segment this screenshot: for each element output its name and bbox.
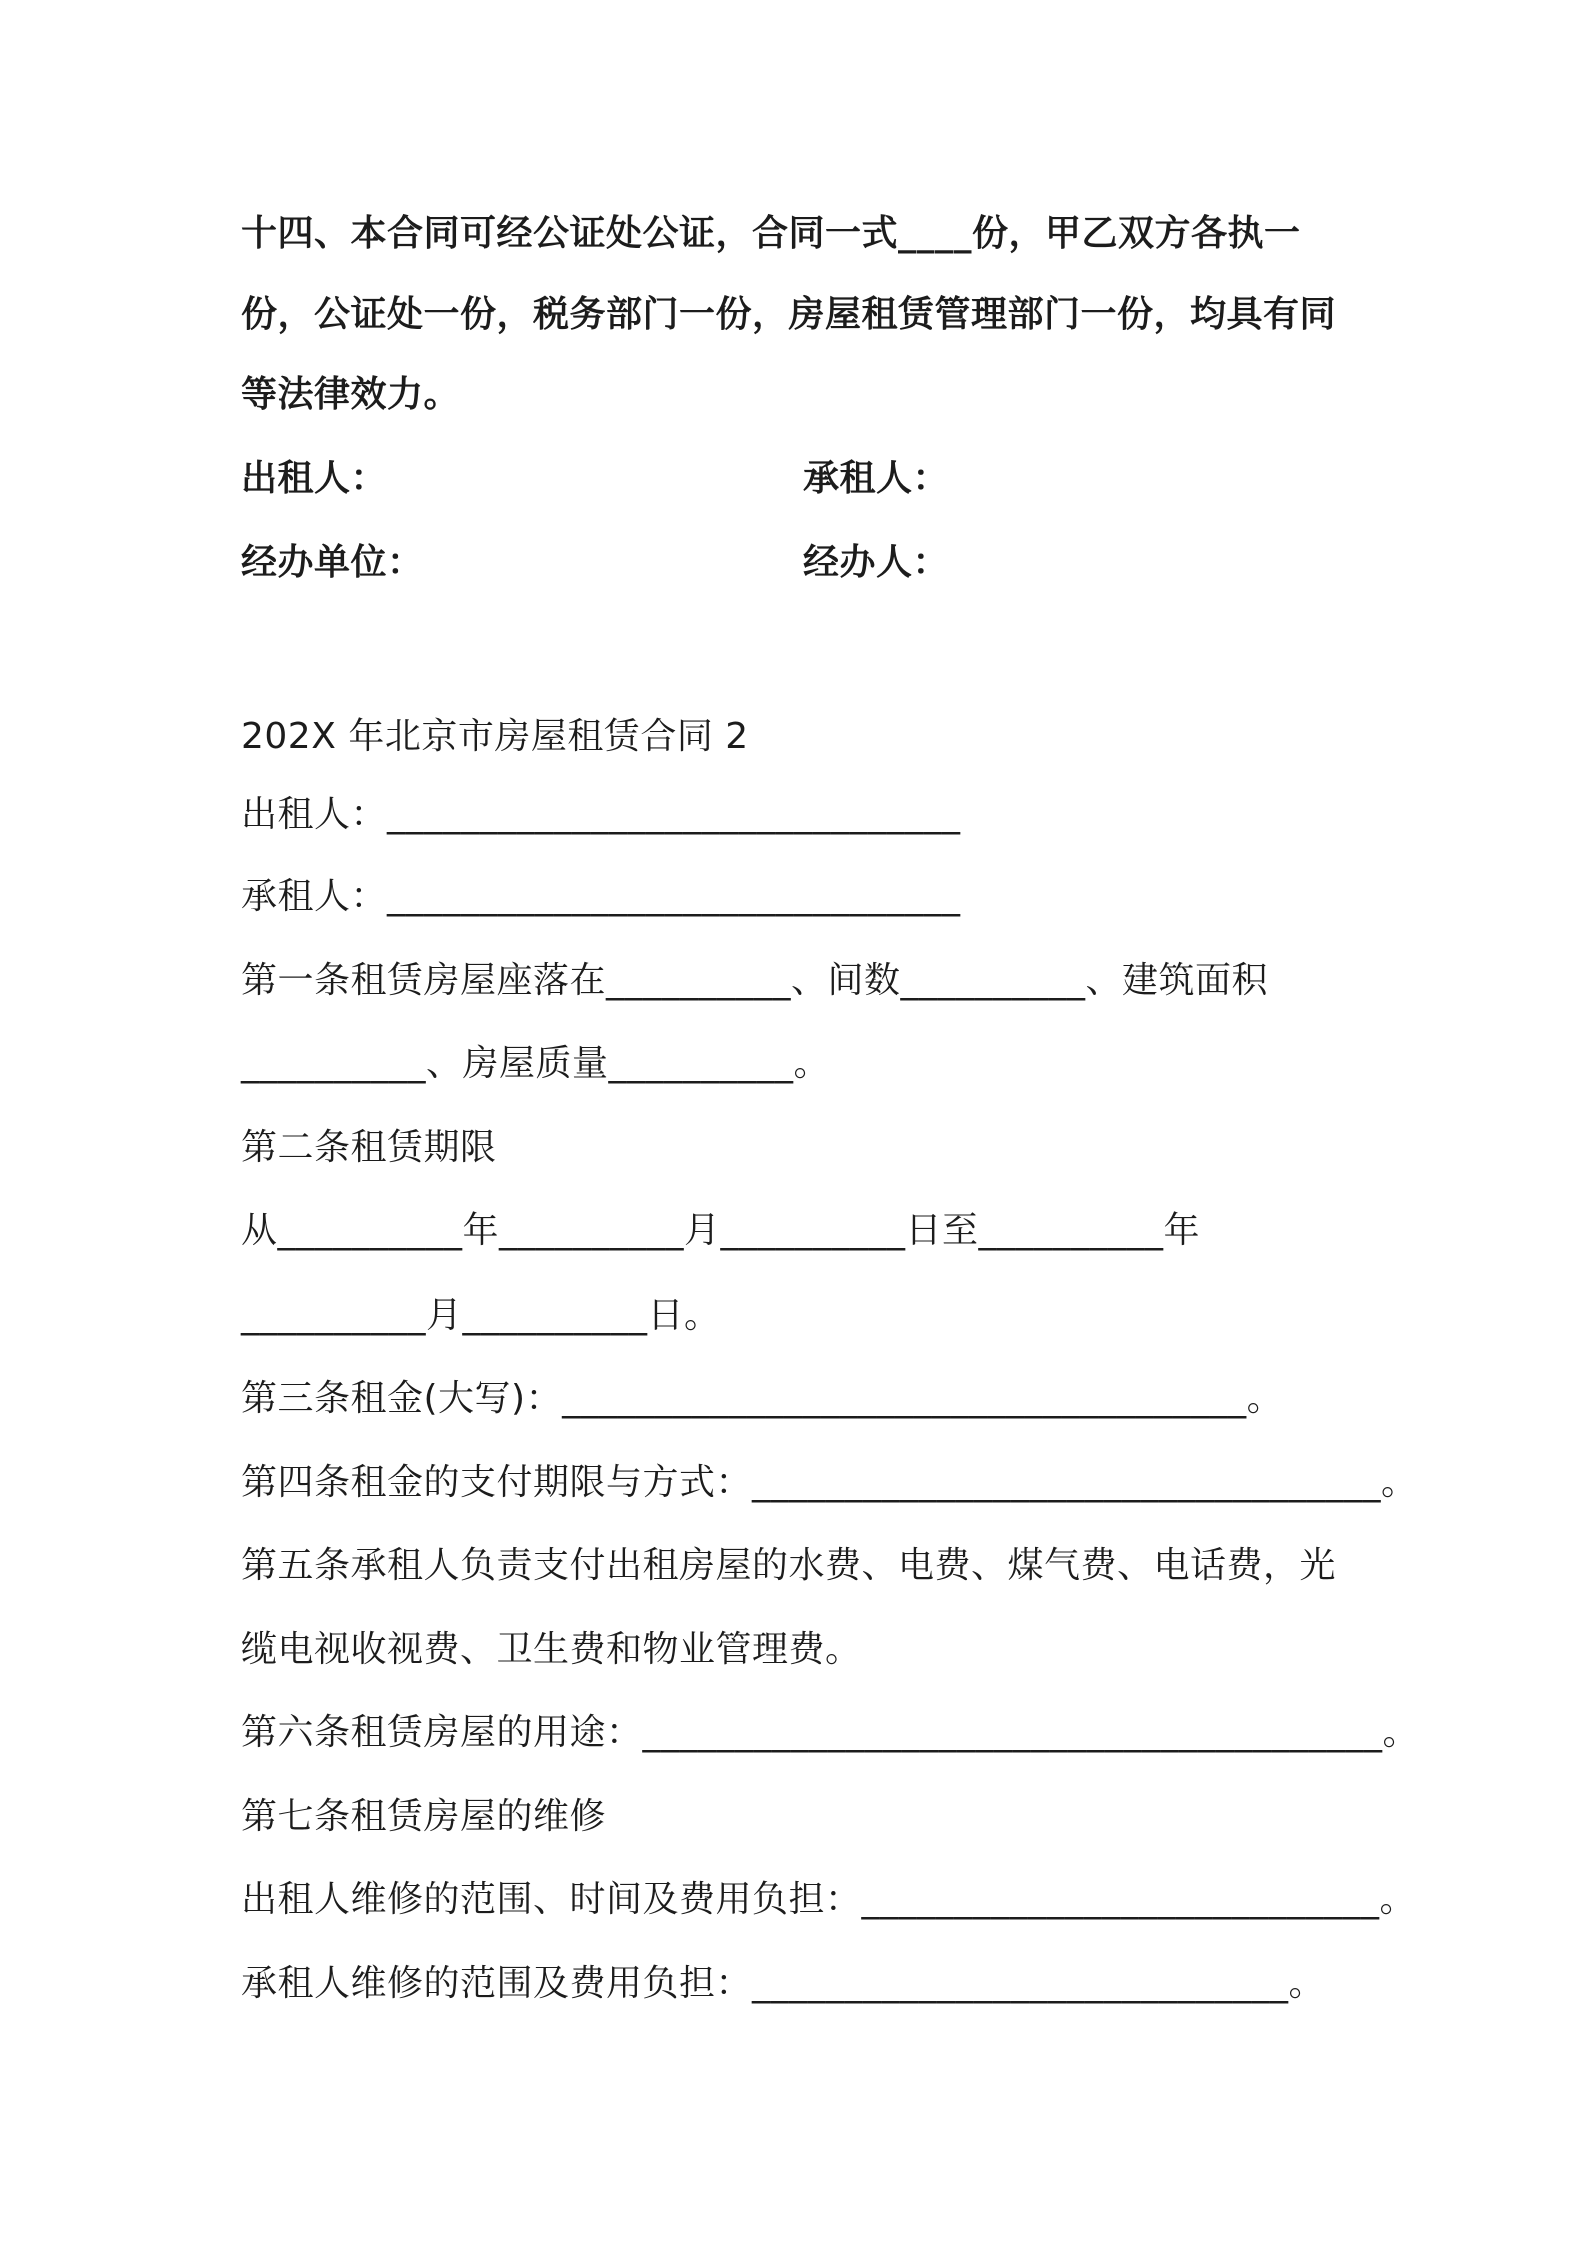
clause14-line2: 份，公证处一份，税务部门一份，房屋租赁管理部门一份，均具有同 [241,294,1337,335]
article2-line2: __________月__________日。 [241,1295,721,1336]
article6: 第六条租赁房屋的用途：________________________________________。 [241,1712,1420,1753]
article5-line2: 缆电视收视费、卫生费和物业管理费。 [241,1629,862,1670]
contract2-title: 202X 年北京市房屋租赁合同 2 [241,716,749,757]
clause14-line3: 等法律效力。 [241,374,461,415]
article1-line2: __________、房屋质量__________。 [241,1043,831,1084]
article7-title: 第七条租赁房屋的维修 [241,1796,607,1837]
article3: 第三条租金(大写)：_____________________________________。 [241,1378,1284,1419]
contract2-lessor: 出租人：_______________________________ [241,794,961,835]
article4: 第四条租金的支付期限与方式：__________________________________。 [241,1462,1418,1503]
article1-line1: 第一条租赁房屋座落在__________、间数__________、建筑面积 [241,960,1269,1001]
article7-lessor-repair: 出租人维修的范围、时间及费用负担：____________________________。 [241,1879,1417,1920]
article2-line1: 从__________年__________月__________日至__________年 [241,1210,1201,1251]
signature-agent: 经办人： [803,542,950,583]
article5-line1: 第五条承租人负责支付出租房屋的水费、电费、煤气费、电话费，光 [241,1545,1337,1586]
contract2-lessee: 承租人：_______________________________ [241,876,961,917]
signature-agency: 经办单位： [241,542,424,583]
signature-lessee: 承租人： [803,458,950,499]
signature-lessor: 出租人： [241,458,388,499]
article2-title: 第二条租赁期限 [241,1127,497,1168]
article7-lessee-repair: 承租人维修的范围及费用负担：_____________________________。 [241,1963,1326,2004]
clause14-line1: 十四、本合同可经公证处公证，合同一式____份，甲乙双方各执一 [241,213,1301,254]
